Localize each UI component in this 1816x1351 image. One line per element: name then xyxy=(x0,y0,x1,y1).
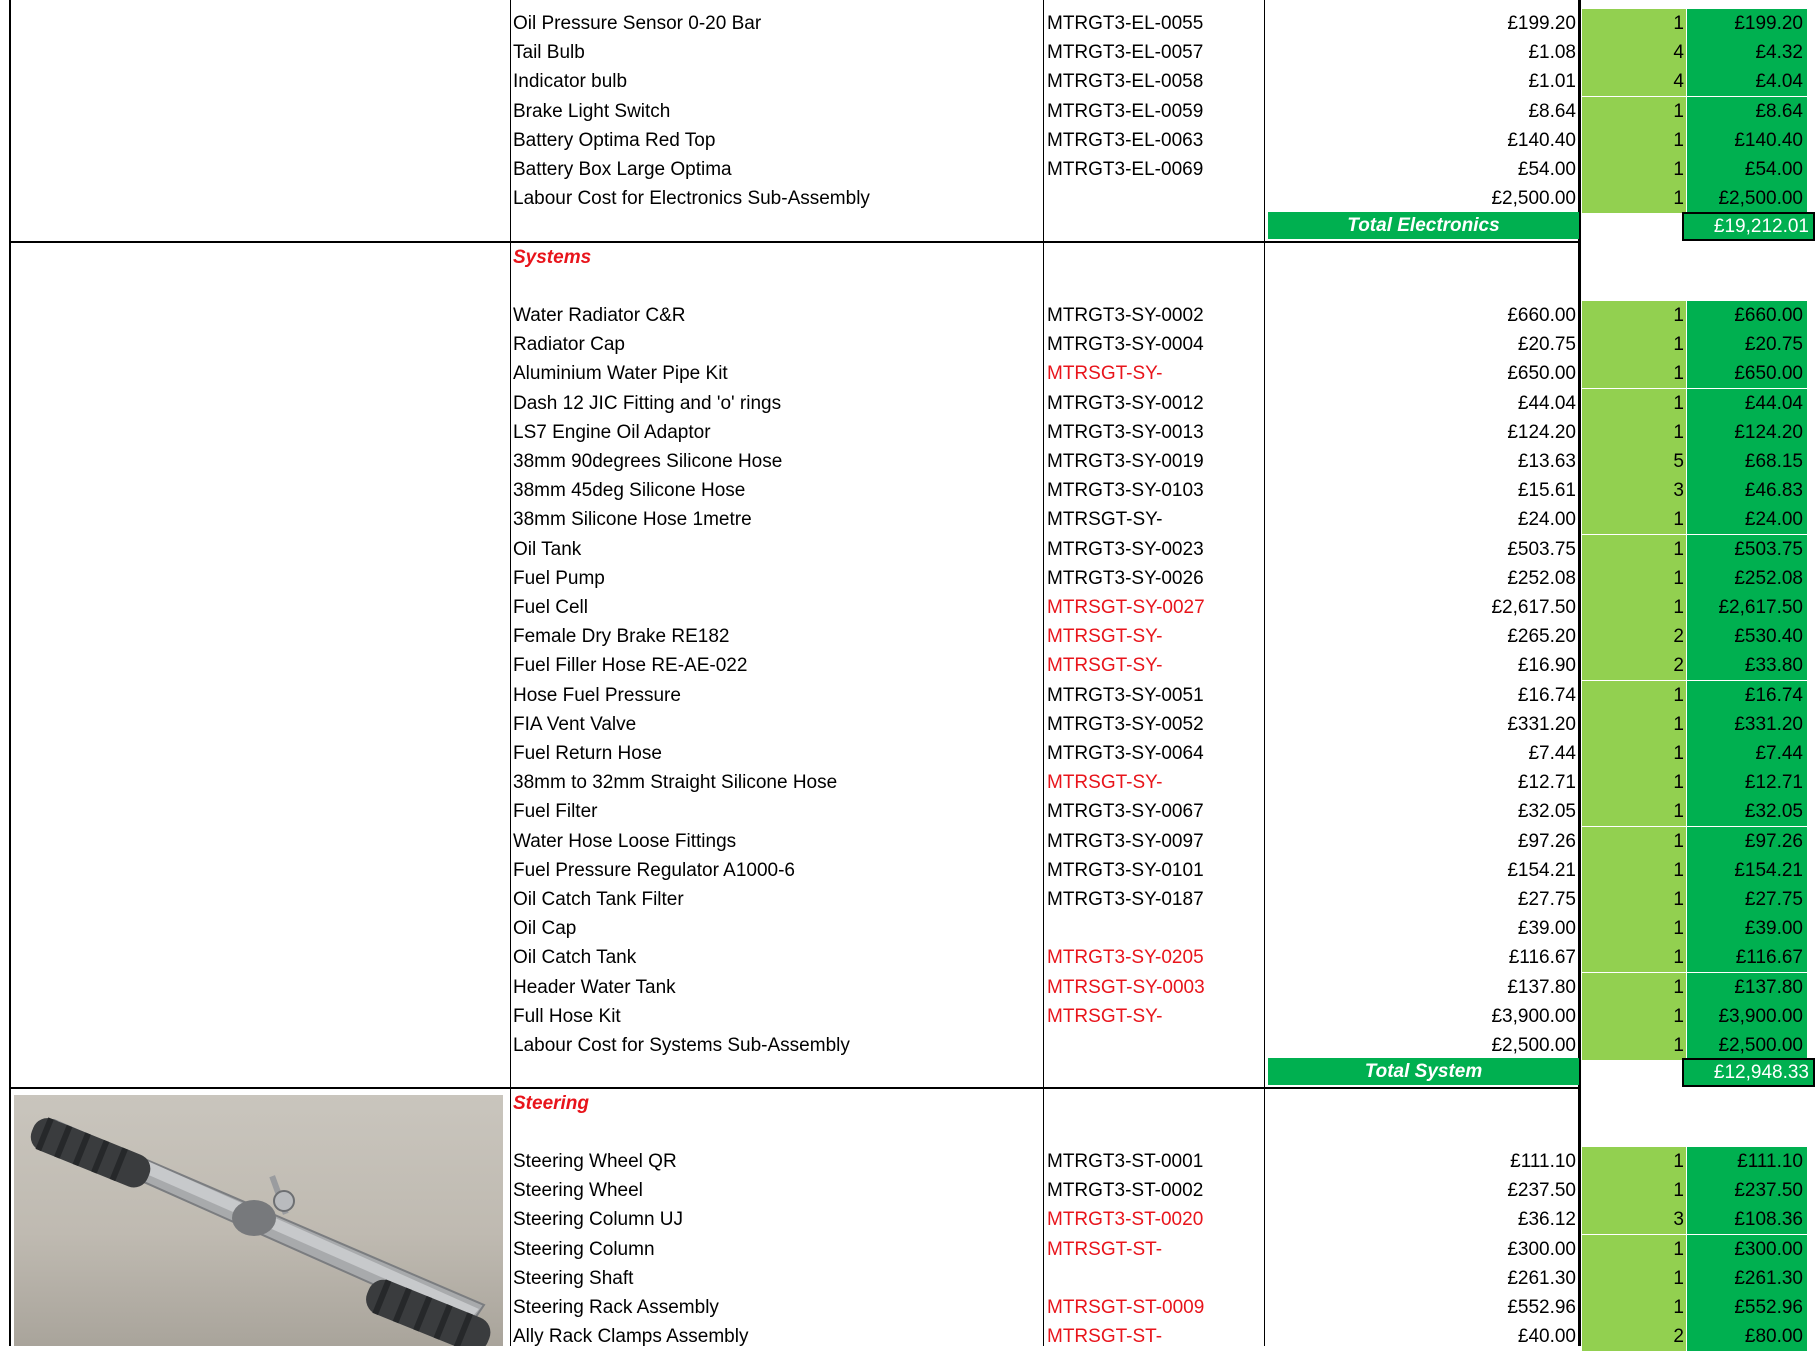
line-total-cell[interactable]: £237.50 xyxy=(1687,1176,1807,1205)
table-row xyxy=(0,739,1816,768)
item-description-cell[interactable]: LS7 Engine Oil Adaptor xyxy=(513,421,711,443)
unit-price-cell[interactable]: £261.30 xyxy=(1507,1267,1576,1289)
line-total-cell[interactable]: £24.00 xyxy=(1687,505,1807,534)
table-row xyxy=(0,710,1816,739)
part-number-cell[interactable]: MTRGT3-SY-0052 xyxy=(1047,713,1204,735)
table-row xyxy=(0,1205,1816,1234)
quantity-cell[interactable]: 1 xyxy=(1582,564,1686,593)
item-description-cell[interactable]: Battery Box Large Optima xyxy=(513,159,732,180)
table-row xyxy=(0,330,1816,359)
quantity-cell[interactable]: 1 xyxy=(1582,593,1686,622)
quantity-cell[interactable]: 1 xyxy=(1582,301,1686,330)
table-row xyxy=(0,593,1816,622)
part-number-cell[interactable]: MTRSGT-SY- xyxy=(1047,1005,1163,1027)
part-number-cell[interactable] xyxy=(1047,914,1257,943)
table-row xyxy=(0,885,1816,914)
unit-price-cell[interactable]: £7.44 xyxy=(1528,743,1576,764)
quantity-cell[interactable]: 1 xyxy=(1582,1293,1686,1322)
table-row xyxy=(0,1264,1816,1293)
item-description-cell[interactable]: Dash 12 JIC Fitting and 'o' rings xyxy=(513,392,782,414)
item-description-cell[interactable]: 38mm Silicone Hose 1metre xyxy=(513,509,752,531)
unit-price-cell[interactable]: £331.20 xyxy=(1507,713,1576,735)
quantity-cell[interactable]: 1 xyxy=(1582,505,1686,534)
part-number-cell[interactable]: MTRGT3-SY-0002 xyxy=(1047,305,1204,326)
quantity-cell[interactable]: 1 xyxy=(1582,681,1686,710)
part-number-cell[interactable]: MTRGT3-SY-0101 xyxy=(1047,859,1204,881)
total-electronics-value[interactable]: £19,212.01 xyxy=(1682,212,1815,241)
item-description-cell[interactable]: Oil Catch Tank xyxy=(513,947,637,969)
part-number-cell[interactable]: MTRSGT-SY- xyxy=(1047,655,1163,677)
unit-price-cell[interactable]: £503.75 xyxy=(1507,538,1576,560)
line-total-cell[interactable]: £660.00 xyxy=(1687,301,1807,330)
unit-price-cell[interactable]: £32.05 xyxy=(1517,801,1576,823)
unit-price-cell[interactable]: £660.00 xyxy=(1507,305,1576,326)
line-total-cell[interactable]: £2,500.00 xyxy=(1687,184,1807,213)
quantity-cell[interactable]: 1 xyxy=(1582,827,1686,856)
total-system-label: Total System xyxy=(1268,1058,1579,1085)
line-total-cell[interactable]: £124.20 xyxy=(1687,418,1807,447)
item-description-cell[interactable]: Oil Cap xyxy=(513,918,577,940)
part-number-cell[interactable] xyxy=(1047,1264,1257,1293)
quantity-cell[interactable]: 4 xyxy=(1582,38,1686,67)
quantity-cell[interactable]: 1 xyxy=(1582,9,1686,38)
quantity-cell[interactable]: 1 xyxy=(1582,914,1686,943)
table-row xyxy=(0,535,1816,564)
line-total-cell[interactable]: £300.00 xyxy=(1687,1235,1807,1264)
unit-price-cell[interactable]: £27.75 xyxy=(1517,889,1576,910)
line-total-cell[interactable]: £3,900.00 xyxy=(1687,1002,1807,1031)
quantity-cell[interactable]: 1 xyxy=(1582,1002,1686,1031)
line-total-cell[interactable]: £331.20 xyxy=(1687,710,1807,739)
quantity-cell[interactable]: 1 xyxy=(1582,389,1686,418)
table-row xyxy=(0,67,1816,96)
unit-price-cell[interactable]: £137.80 xyxy=(1507,976,1576,998)
item-description-cell[interactable]: Header Water Tank xyxy=(513,976,676,998)
quantity-cell[interactable]: 1 xyxy=(1582,797,1686,826)
unit-price-cell[interactable]: £237.50 xyxy=(1507,1180,1576,1202)
unit-price-cell[interactable]: £36.12 xyxy=(1517,1209,1576,1231)
line-total-cell[interactable]: £252.08 xyxy=(1687,564,1807,593)
quantity-cell[interactable]: 1 xyxy=(1582,535,1686,564)
unit-price-cell[interactable]: £252.08 xyxy=(1507,567,1576,589)
table-row xyxy=(0,476,1816,505)
line-total-cell[interactable]: £16.74 xyxy=(1687,681,1807,710)
unit-price-cell[interactable]: £552.96 xyxy=(1507,1297,1576,1318)
item-description-cell[interactable]: 38mm 45deg Silicone Hose xyxy=(513,480,746,502)
unit-price-cell[interactable]: £44.04 xyxy=(1517,392,1576,414)
table-row xyxy=(0,651,1816,680)
table-row xyxy=(0,1147,1816,1176)
table-row xyxy=(0,505,1816,534)
table-row xyxy=(0,447,1816,476)
line-total-cell[interactable]: £7.44 xyxy=(1687,739,1807,768)
line-total-cell[interactable]: £4.32 xyxy=(1687,38,1807,67)
quantity-cell[interactable]: 1 xyxy=(1582,418,1686,447)
part-number-cell[interactable]: MTRSGT-ST- xyxy=(1047,1238,1163,1260)
part-number-cell[interactable]: MTRSGT-SY- xyxy=(1047,363,1163,385)
table-row xyxy=(0,155,1816,184)
item-description-cell[interactable]: Steering Shaft xyxy=(513,1267,634,1289)
item-description-cell[interactable]: Steering Wheel QR xyxy=(513,1151,677,1172)
line-total-cell[interactable]: £46.83 xyxy=(1687,476,1807,505)
unit-price-cell[interactable]: £15.61 xyxy=(1517,480,1576,502)
part-number-cell[interactable]: MTRGT3-SY-0013 xyxy=(1047,421,1204,443)
item-description-cell[interactable]: Labour Cost for Electronics Sub-Assembly xyxy=(513,188,870,210)
part-number-cell[interactable]: MTRSGT-SY-0027 xyxy=(1047,597,1205,618)
line-total-cell[interactable]: £32.05 xyxy=(1687,797,1807,826)
quantity-cell[interactable]: 1 xyxy=(1582,1147,1686,1176)
line-total-cell[interactable]: £97.26 xyxy=(1687,827,1807,856)
table-row xyxy=(0,389,1816,418)
table-row xyxy=(0,768,1816,797)
part-number-cell[interactable] xyxy=(1047,1031,1257,1060)
part-number-cell[interactable]: MTRGT3-EL-0059 xyxy=(1047,100,1204,122)
item-description-cell[interactable]: FIA Vent Valve xyxy=(513,713,637,735)
unit-price-cell[interactable]: £116.67 xyxy=(1508,947,1576,969)
item-description-cell[interactable]: Steering Wheel xyxy=(513,1180,643,1202)
quantity-cell[interactable]: 1 xyxy=(1582,1176,1686,1205)
table-row xyxy=(0,564,1816,593)
table-row xyxy=(0,827,1816,856)
line-total-cell[interactable]: £552.96 xyxy=(1687,1293,1807,1322)
table-row xyxy=(0,38,1816,67)
item-description-cell[interactable]: 38mm to 32mm Straight Silicone Hose xyxy=(513,772,838,794)
item-description-cell[interactable]: Ally Rack Clamps Assembly xyxy=(513,1326,749,1348)
item-description-cell[interactable]: Full Hose Kit xyxy=(513,1005,621,1027)
item-description-cell[interactable]: Fuel Pressure Regulator A1000-6 xyxy=(513,859,795,881)
part-number-cell[interactable]: MTRGT3-SY-0097 xyxy=(1047,830,1204,852)
item-description-cell[interactable]: Battery Optima Red Top xyxy=(513,129,716,151)
table-row xyxy=(0,681,1816,710)
part-number-cell[interactable]: MTRGT3-EL-0057 xyxy=(1047,42,1204,64)
unit-price-cell[interactable]: £2,500.00 xyxy=(1491,188,1576,210)
part-number-cell[interactable]: MTRGT3-SY-0103 xyxy=(1047,480,1204,502)
line-total-cell[interactable]: £2,617.50 xyxy=(1687,593,1807,622)
item-description-cell[interactable]: Oil Pressure Sensor 0-20 Bar xyxy=(513,13,762,34)
table-row xyxy=(0,1322,1816,1351)
table-row xyxy=(0,1235,1816,1264)
line-total-cell[interactable]: £154.21 xyxy=(1687,856,1807,885)
line-total-cell[interactable]: £4.04 xyxy=(1687,67,1807,96)
table-row xyxy=(0,943,1816,972)
part-number-cell[interactable]: MTRSGT-SY- xyxy=(1047,509,1163,531)
unit-price-cell[interactable]: £124.20 xyxy=(1507,421,1576,443)
part-number-cell[interactable]: MTRGT3-SY-0026 xyxy=(1047,567,1204,589)
quantity-cell[interactable]: 1 xyxy=(1582,184,1686,213)
line-total-cell[interactable]: £54.00 xyxy=(1687,155,1807,184)
part-number-cell[interactable]: MTRSGT-ST- xyxy=(1047,1326,1163,1348)
part-number-cell[interactable]: MTRSGT-SY- xyxy=(1047,626,1163,648)
item-description-cell[interactable]: Hose Fuel Pressure xyxy=(513,684,681,706)
item-description-cell[interactable]: Oil Tank xyxy=(513,538,582,560)
table-row xyxy=(0,1031,1816,1060)
quantity-cell[interactable]: 1 xyxy=(1582,1031,1686,1060)
line-total-cell[interactable]: £137.80 xyxy=(1687,973,1807,1002)
unit-price-cell[interactable]: £1.08 xyxy=(1528,42,1576,64)
line-total-cell[interactable]: £503.75 xyxy=(1687,535,1807,564)
line-total-cell[interactable]: £39.00 xyxy=(1687,914,1807,943)
unit-price-cell[interactable]: £111.10 xyxy=(1510,1151,1576,1172)
quantity-cell[interactable]: 3 xyxy=(1582,476,1686,505)
part-number-cell[interactable]: MTRGT3-SY-0012 xyxy=(1047,392,1204,414)
unit-price-cell[interactable]: £154.21 xyxy=(1507,859,1576,881)
item-description-cell[interactable]: Fuel Filter xyxy=(513,801,598,823)
table-row xyxy=(0,1002,1816,1031)
part-number-cell[interactable]: MTRGT3-SY-0004 xyxy=(1047,334,1204,356)
item-description-cell[interactable]: Steering Rack Assembly xyxy=(513,1297,719,1318)
unit-price-cell[interactable]: £1.01 xyxy=(1528,71,1576,93)
line-total-cell[interactable]: £20.75 xyxy=(1687,330,1807,359)
item-description-cell[interactable]: Fuel Filler Hose RE-AE-022 xyxy=(513,655,748,677)
unit-price-cell[interactable]: £8.64 xyxy=(1528,100,1576,122)
part-number-cell[interactable]: MTRGT3-SY-0019 xyxy=(1047,451,1204,472)
unit-price-cell[interactable]: £199.20 xyxy=(1507,13,1576,34)
quantity-cell[interactable]: 2 xyxy=(1582,651,1686,680)
part-number-cell[interactable]: MTRGT3-ST-0001 xyxy=(1047,1151,1204,1172)
quantity-cell[interactable]: 4 xyxy=(1582,67,1686,96)
part-number-cell[interactable]: MTRGT3-SY-0187 xyxy=(1047,889,1204,910)
line-total-cell[interactable]: £80.00 xyxy=(1687,1322,1807,1351)
item-description-cell[interactable]: Aluminium Water Pipe Kit xyxy=(513,363,728,385)
quantity-cell[interactable]: 2 xyxy=(1582,622,1686,651)
steering-section-title: Steering xyxy=(513,1093,590,1114)
part-number-cell[interactable]: MTRGT3-ST-0002 xyxy=(1047,1180,1204,1202)
unit-price-cell[interactable]: £97.26 xyxy=(1517,830,1576,852)
quantity-cell[interactable]: 3 xyxy=(1582,1205,1686,1234)
table-row xyxy=(0,126,1816,155)
table-row xyxy=(0,301,1816,330)
item-description-cell[interactable]: Steering Column xyxy=(513,1238,655,1260)
part-number-cell[interactable]: MTRSGT-ST-0009 xyxy=(1047,1297,1205,1318)
part-number-cell[interactable]: MTRGT3-SY-0205 xyxy=(1047,947,1204,969)
table-row xyxy=(0,914,1816,943)
table-row xyxy=(0,184,1816,213)
quantity-cell[interactable]: 1 xyxy=(1582,1235,1686,1264)
unit-price-cell[interactable]: £140.40 xyxy=(1507,129,1576,151)
quantity-cell[interactable]: 1 xyxy=(1582,739,1686,768)
part-number-cell[interactable]: MTRGT3-EL-0063 xyxy=(1047,129,1204,151)
line-total-cell[interactable]: £44.04 xyxy=(1687,389,1807,418)
item-description-cell[interactable]: Water Hose Loose Fittings xyxy=(513,830,737,852)
unit-price-cell[interactable]: £2,500.00 xyxy=(1491,1035,1576,1056)
part-number-cell[interactable]: MTRGT3-ST-0020 xyxy=(1047,1209,1204,1231)
item-description-cell[interactable]: Oil Catch Tank Filter xyxy=(513,889,684,910)
item-description-cell[interactable]: Labour Cost for Systems Sub-Assembly xyxy=(513,1035,850,1056)
part-number-cell[interactable]: MTRGT3-EL-0058 xyxy=(1047,71,1204,93)
unit-price-cell[interactable]: £650.00 xyxy=(1507,363,1576,385)
table-row xyxy=(0,418,1816,447)
unit-price-cell[interactable]: £12.71 xyxy=(1517,772,1576,794)
unit-price-cell[interactable]: £39.00 xyxy=(1517,918,1576,940)
part-number-cell[interactable]: MTRGT3-EL-0069 xyxy=(1047,159,1204,180)
item-description-cell[interactable]: Steering Column UJ xyxy=(513,1209,684,1231)
table-row xyxy=(0,622,1816,651)
quantity-cell[interactable]: 1 xyxy=(1582,330,1686,359)
part-number-cell[interactable]: MTRGT3-EL-0055 xyxy=(1047,13,1204,34)
unit-price-cell[interactable]: £3,900.00 xyxy=(1491,1005,1576,1027)
line-total-cell[interactable]: £530.40 xyxy=(1687,622,1807,651)
unit-price-cell[interactable]: £20.75 xyxy=(1517,334,1576,356)
line-total-cell[interactable]: £140.40 xyxy=(1687,126,1807,155)
line-total-cell[interactable]: £111.10 xyxy=(1687,1147,1807,1176)
quantity-cell[interactable]: 1 xyxy=(1582,973,1686,1002)
total-system-value[interactable]: £12,948.33 xyxy=(1682,1058,1815,1087)
item-description-cell[interactable]: Tail Bulb xyxy=(513,42,585,64)
line-total-cell[interactable]: £8.64 xyxy=(1687,97,1807,126)
quantity-cell[interactable]: 1 xyxy=(1582,856,1686,885)
item-description-cell[interactable]: Fuel Pump xyxy=(513,567,605,589)
quantity-cell[interactable]: 5 xyxy=(1582,447,1686,476)
item-description-cell[interactable]: Female Dry Brake RE182 xyxy=(513,626,730,648)
table-row xyxy=(0,1293,1816,1322)
systems-section-bottom-border xyxy=(9,1087,1580,1089)
table-row xyxy=(0,359,1816,388)
line-total-cell[interactable]: £33.80 xyxy=(1687,651,1807,680)
quantity-cell[interactable]: 1 xyxy=(1582,885,1686,914)
unit-price-cell[interactable]: £2,617.50 xyxy=(1491,597,1576,618)
unit-price-cell[interactable]: £300.00 xyxy=(1507,1238,1576,1260)
unit-price-cell[interactable]: £16.74 xyxy=(1517,684,1576,706)
unit-price-cell[interactable]: £40.00 xyxy=(1517,1326,1576,1348)
unit-price-cell[interactable]: £13.63 xyxy=(1517,451,1576,472)
part-number-cell[interactable]: MTRGT3-SY-0067 xyxy=(1047,801,1204,823)
unit-price-cell[interactable]: £24.00 xyxy=(1517,509,1576,531)
item-description-cell[interactable]: Indicator bulb xyxy=(513,71,628,93)
electronics-section-bottom-border xyxy=(9,241,1580,243)
line-total-cell[interactable]: £199.20 xyxy=(1687,9,1807,38)
item-description-cell[interactable]: Fuel Return Hose xyxy=(513,743,662,764)
table-row xyxy=(0,973,1816,1002)
systems-section-title: Systems xyxy=(513,247,592,268)
line-total-cell[interactable]: £650.00 xyxy=(1687,359,1807,388)
part-number-cell[interactable] xyxy=(1047,184,1257,213)
unit-price-cell[interactable]: £54.00 xyxy=(1517,159,1576,180)
item-description-cell[interactable]: Fuel Cell xyxy=(513,597,588,618)
quantity-cell[interactable]: 1 xyxy=(1582,359,1686,388)
line-total-cell[interactable]: £2,500.00 xyxy=(1687,1031,1807,1060)
unit-price-cell[interactable]: £265.20 xyxy=(1507,626,1576,648)
item-description-cell[interactable]: Brake Light Switch xyxy=(513,100,671,122)
table-row xyxy=(0,1176,1816,1205)
quantity-cell[interactable]: 1 xyxy=(1582,710,1686,739)
part-number-cell[interactable]: MTRGT3-SY-0051 xyxy=(1047,684,1204,706)
line-total-cell[interactable]: £27.75 xyxy=(1687,885,1807,914)
quantity-cell[interactable]: 2 xyxy=(1582,1322,1686,1351)
unit-price-cell[interactable]: £16.90 xyxy=(1517,655,1576,677)
line-total-cell[interactable]: £116.67 xyxy=(1687,943,1807,972)
table-row xyxy=(0,856,1816,885)
total-electronics-label: Total Electronics xyxy=(1268,212,1579,239)
item-description-cell[interactable]: Radiator Cap xyxy=(513,334,625,356)
part-number-cell[interactable]: MTRGT3-SY-0023 xyxy=(1047,538,1204,560)
line-total-cell[interactable]: £68.15 xyxy=(1687,447,1807,476)
quantity-cell[interactable]: 1 xyxy=(1582,1264,1686,1293)
quantity-cell[interactable]: 1 xyxy=(1582,768,1686,797)
quantity-cell[interactable]: 1 xyxy=(1582,126,1686,155)
line-total-cell[interactable]: £12.71 xyxy=(1687,768,1807,797)
table-row xyxy=(0,797,1816,826)
part-number-cell[interactable]: MTRGT3-SY-0064 xyxy=(1047,743,1204,764)
line-total-cell[interactable]: £261.30 xyxy=(1687,1264,1807,1293)
quantity-cell[interactable]: 1 xyxy=(1582,943,1686,972)
item-description-cell[interactable]: 38mm 90degrees Silicone Hose xyxy=(513,451,783,472)
item-description-cell[interactable]: Water Radiator C&R xyxy=(513,305,686,326)
quantity-cell[interactable]: 1 xyxy=(1582,155,1686,184)
table-row xyxy=(0,9,1816,38)
line-total-cell[interactable]: £108.36 xyxy=(1687,1205,1807,1234)
quantity-cell[interactable]: 1 xyxy=(1582,97,1686,126)
part-number-cell[interactable]: MTRSGT-SY- xyxy=(1047,772,1163,794)
part-number-cell[interactable]: MTRSGT-SY-0003 xyxy=(1047,976,1205,998)
table-row xyxy=(0,97,1816,126)
